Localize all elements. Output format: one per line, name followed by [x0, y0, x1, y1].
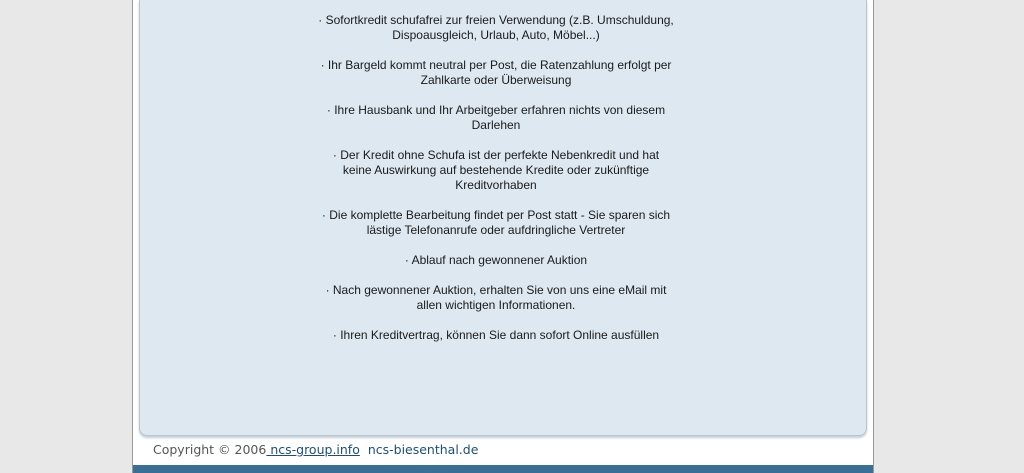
feature-item-2: · Ihr Bargeld kommt neutral per Post, die Ratenzahlung erfolgt per Zahlkarte oder Überweisung [320, 58, 672, 87]
feature-item-3: · Ihre Hausbank und Ihr Arbeitgeber erfahren nichts von diesem Darlehen [326, 103, 666, 132]
feature-item-5: · Die komplette Bearbeitung findet per Post statt - Sie sparen sich lästige Telefonanrufe oder aufdringliche Vertreter [321, 208, 671, 237]
ncs-biesenthal-link[interactable]: ncs-biesenthal.de [367, 442, 479, 457]
feature-item-4: · Der Kredit ohne Schufa ist der perfekte Nebenkredit und hat keine Auswirkung auf bestehende Kredite oder zukünftige Kreditvorhaben [332, 148, 660, 192]
feature-list [318, 13, 674, 358]
ncs-group-link[interactable]: ncs-group.info [266, 442, 360, 457]
bottom-bar [133, 465, 873, 473]
page-container [132, 0, 874, 473]
content-panel [139, 0, 867, 436]
copyright-text: Copyright © 2006 [153, 442, 267, 457]
feature-item-8: · Ihren Kreditvertrag, können Sie dann sofort Online ausfüllen [332, 328, 660, 342]
footer [153, 442, 478, 457]
feature-item-7: · Nach gewonnener Auktion, erhalten Sie von uns eine eMail mit allen wichtigen Informationen. [325, 283, 667, 312]
feature-item-1: · Sofortkredit schufafrei zur freien Verwendung (z.B. Umschuldung, Dispoausgleich, Urlaub, Auto, Möbel...) [318, 13, 674, 42]
feature-item-6: · Ablauf nach gewonnener Auktion [404, 253, 588, 267]
